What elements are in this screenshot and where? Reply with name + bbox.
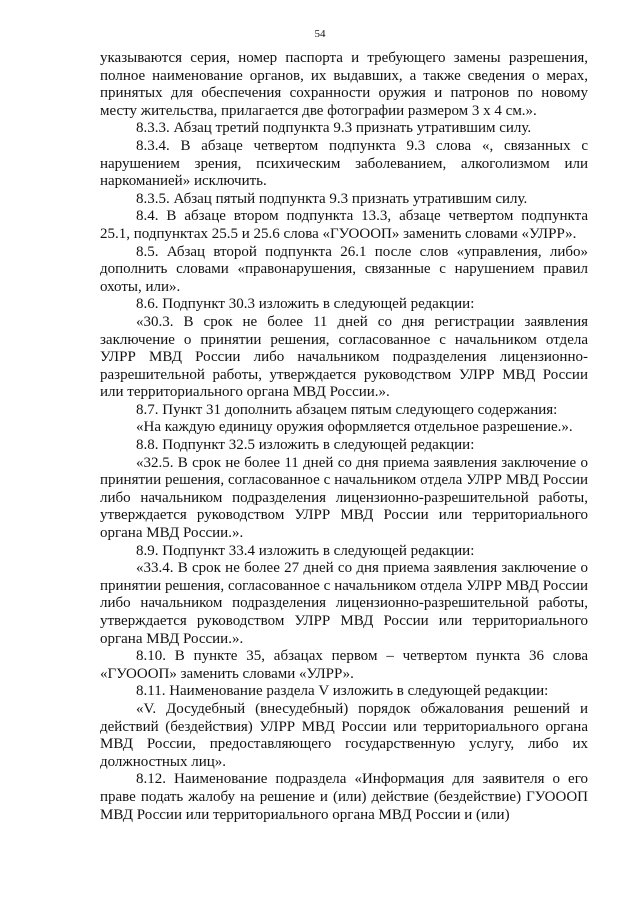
page-number: 54	[314, 28, 326, 40]
paragraph: 8.3.5. Абзац пятый подпункта 9.3 признать утратившим силу.	[136, 190, 528, 207]
paragraph: указываются серия, номер паспорта и требующего замены разрешения, полное наименование органов, их выдавших, а также сведения о мерах, принятых для обеспечения сохранности оружия и патронов по новому месту жительства, прилагается две фотографии размером 3 x 4 см.».	[100, 50, 588, 119]
paragraph: 8.3.3. Абзац третий подпункта 9.3 признать утратившим силу.	[136, 120, 532, 137]
paragraph: 8.9. Подпункт 33.4 изложить в следующей редакции:	[136, 542, 475, 559]
paragraph: 8.10. В пункте 35, абзацах первом – четвертом пункта 36 слова «ГУОООП» заменить словами «УЛРР».	[100, 648, 588, 682]
document-body	[100, 50, 588, 824]
paragraph: 8.6. Подпункт 30.3 изложить в следующей редакции:	[136, 296, 475, 313]
paragraph: 8.11. Наименование раздела V изложить в следующей редакции:	[136, 683, 549, 700]
paragraph: 8.8. Подпункт 32.5 изложить в следующей редакции:	[136, 437, 475, 454]
paragraph: «32.5. В срок не более 11 дней со дня приема заявления заключение о принятии решения, согласованное с начальником отдела УЛРР МВД России либо начальником подразделения лицензионно-разрешительной работы, утверждается руководством УЛРР МВД России или территориального органа МВД России.».	[100, 454, 588, 542]
paragraph: «На каждую единицу оружия оформляется отдельное разрешение.».	[136, 419, 573, 436]
paragraph: 8.12. Наименование подраздела «Информация для заявителя о его праве подать жалобу на решение и (или) действие (бездействие) ГУОООП МВД России или территориального органа МВД России и (или)	[100, 771, 588, 823]
paragraph: «V. Досудебный (внесудебный) порядок обжалования решений и действий (бездействия) УЛРР МВД России или территориального органа МВД России, предоставляющего государственную услугу, либо их должностных лиц».	[100, 700, 588, 770]
paragraph: «33.4. В срок не более 27 дней со дня приема заявления заключение о принятии решения, согласованное с начальником отдела УЛРР МВД России либо начальником подразделения лицензионно-разрешительной работы, утверждается руководством УЛРР МВД России или территориального органа МВД России.».	[100, 560, 588, 647]
paragraph: 8.7. Пункт 31 дополнить абзацем пятым следующего содержания:	[136, 401, 558, 418]
paragraph: 8.3.4. В абзаце четвертом подпункта 9.3 слова «, связанных с нарушением зрения, психическим заболеванием, алкоголизмом или наркоманией» исключить.	[100, 137, 588, 190]
paragraph: 8.5. Абзац второй подпункта 26.1 после слов «управления, либо» дополнить словами «правонарушения, связанные с нарушением правил охоты, или».	[100, 243, 588, 295]
paragraph: «30.3. В срок не более 11 дней со дня регистрации заявления заключение о принятии решения, согласованное с начальником отдела УЛРР МВД России либо начальником подразделения лицензионно-разрешительной работы, утверждается руководством УЛРР МВД России или территориального органа МВД России.».	[100, 313, 588, 401]
paragraph: 8.4. В абзаце втором подпункта 13.3, абзаце четвертом подпункта 25.1, подпунктах 25.5 и 25.6 слова «ГУОООП» заменить словами «УЛРР».	[100, 208, 588, 242]
